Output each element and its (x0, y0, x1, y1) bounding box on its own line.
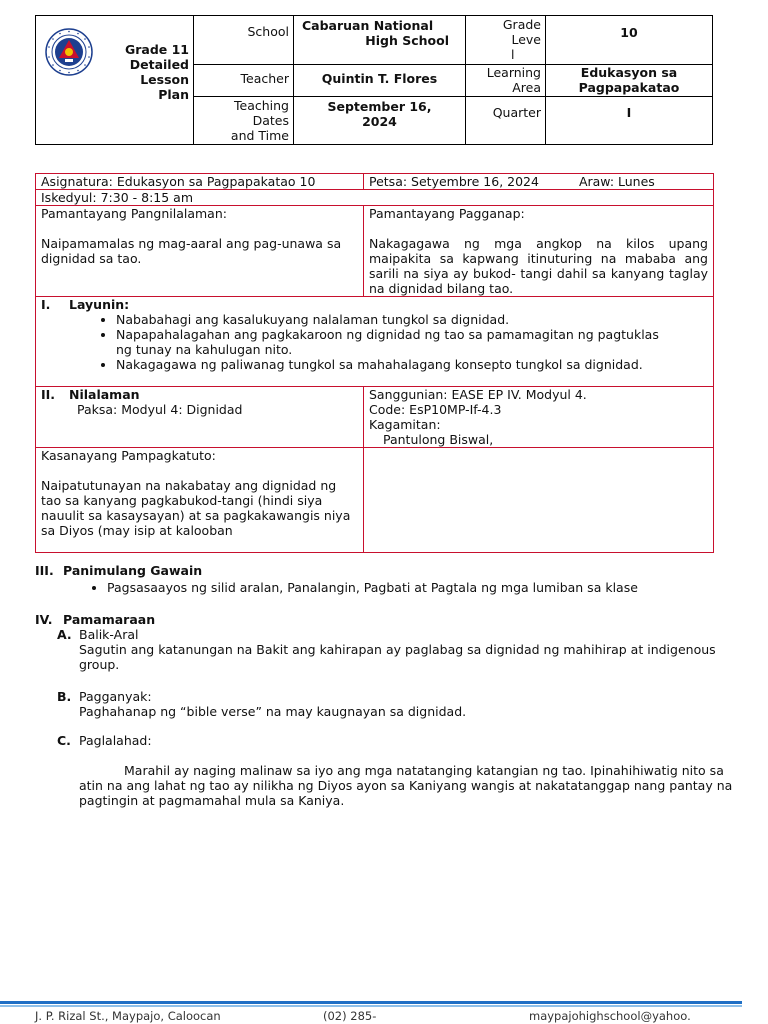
teacher-label: Teacher (194, 65, 294, 97)
section-number: I. (41, 297, 51, 312)
teaching-dates-label (194, 97, 294, 145)
paglalahad-block (35, 733, 745, 808)
school-label: School (194, 16, 294, 65)
panimula-label: Panimulang Gawain (63, 563, 203, 578)
kasanayan-text: Naipatutunayan na nakabatay ang dignidad ng tao sa kanyang pagkabukod-tangi (hindi siya nauulit sa kasaysayan) at sa pagkakawangis niya sa Diyos (may isip at kalooban (41, 478, 351, 538)
teaching-dates-value (294, 97, 466, 145)
header-table (35, 15, 713, 145)
grade-level-label (466, 16, 546, 65)
panimula-list (35, 580, 745, 595)
label-line: l (511, 47, 515, 62)
subsection-letter: A. (57, 627, 72, 642)
kasanayan-cell (36, 448, 364, 553)
list-item: • Pagsasaayos ng silid aralan, Panalangin, Pagbati at Pagtala ng mga lumiban sa klase (107, 580, 745, 595)
empty-cell (364, 448, 714, 553)
value-line: September 16, (327, 99, 432, 114)
pagganap-text: Nakagagawa ng mga angkop na kilos upang maipakita sa kapwang itinuturing na mababa ang sarili na siya ay bukod- tangi dahil sa kanyang taglay na dignidad bilang tao. (369, 236, 708, 296)
balik-aral-text: Sagutin ang katanungan na Bakit ang kahirapan ay paglabag sa dignidad ng mahihirap at indigenous group. (79, 642, 716, 672)
footer-address: J. P. Rizal St., Maypajo, Caloocan (35, 1009, 221, 1023)
pangnilalaman-text: Naipamamalas ng mag-aaral ang pag-unawa sa dignidad sa tao. (41, 236, 342, 266)
pagganap-cell (364, 206, 714, 297)
balik-aral-block (35, 627, 745, 672)
quarter-label: Quarter (466, 97, 546, 145)
pagganap-label: Pamantayang Pagganap: (369, 206, 525, 221)
petsa-text: Petsa: Setyembre 16, 2024 (369, 174, 539, 189)
label-line: and Time (230, 128, 289, 143)
label-line: Teaching (234, 98, 289, 113)
value-line: 2024 (362, 114, 397, 129)
teacher-value: Quintin T. Flores (294, 65, 466, 97)
subsection-letter: C. (57, 733, 71, 748)
nilalaman-cell (36, 387, 364, 448)
learning-area-value (546, 65, 713, 97)
pangnilalaman-label: Pamantayang Pangnilalaman: (41, 206, 227, 221)
pagganyak-title: Pagganyak: (79, 689, 152, 704)
title-line: Lesson Plan (140, 72, 189, 102)
label-line: Dates (252, 113, 289, 128)
panimula-section (35, 563, 745, 595)
value-line: Pagpapakatao (578, 80, 680, 95)
grade-level-value: 10 (546, 16, 713, 65)
subsection-letter: B. (57, 689, 72, 704)
araw-text: Araw: Lunes (578, 174, 655, 189)
lesson-plan-table (35, 173, 714, 553)
kagamitan-label: Kagamitan: (369, 417, 441, 432)
section-number: III. (35, 563, 54, 578)
code-text: Code: EsP10MP-If-4.3 (369, 402, 502, 417)
list-item: • Nababahagi ang kasalukuyang nalalaman tungkol sa dignidad. (116, 312, 708, 327)
layunin-label: Layunin: (69, 297, 130, 312)
pagganyak-text: Paghahanap ng “bible verse” na may kaugnayan sa dignidad. (79, 704, 467, 719)
school-value-line: Cabaruan National (302, 18, 434, 33)
label-line: Learning (486, 65, 541, 80)
section-number: II. (41, 387, 56, 402)
logo-cell (36, 16, 194, 145)
balik-aral-title: Balik-Aral (79, 627, 139, 642)
layunin-cell (36, 297, 714, 387)
kagamitan-item: Pantulong Biswal, (383, 432, 494, 447)
label-line: Leve (511, 32, 541, 47)
value-line: Edukasyon sa (580, 65, 678, 80)
layunin-list (41, 312, 708, 372)
pangnilalaman-cell (36, 206, 364, 297)
footer-rule (0, 1005, 742, 1007)
footer-phone: (02) 285- (323, 1009, 377, 1023)
petsa-cell (364, 174, 714, 190)
pagganyak-block (35, 689, 745, 719)
list-item: • Nakagagawa ng paliwanag tungkol sa mahahalagang konsepto tungkol sa dignidad. (116, 357, 708, 372)
title-line: Detailed (129, 57, 189, 72)
pamamaraan-label: Pamamaraan (63, 612, 156, 627)
school-value (294, 16, 466, 65)
learning-area-label (466, 65, 546, 97)
school-value-line: High School (365, 33, 449, 48)
paglalahad-title: Paglalahad: (79, 733, 152, 748)
section-number: IV. (35, 612, 53, 627)
paksa-text: Paksa: Modyul 4: Dignidad (77, 402, 243, 417)
footer-rule (0, 1001, 742, 1004)
list-item: • Napapahalagahan ang pagkakaroon ng dignidad ng tao sa pamamagitan ng pagtuklas ng tunay na kahulugan nito. (116, 327, 676, 357)
label-line: Area (512, 80, 541, 95)
footer-email: maypajohighschool@yahoo. (529, 1009, 691, 1023)
label-line: Grade (502, 17, 541, 32)
nilalaman-label: Nilalaman (69, 387, 140, 402)
asignatura-cell: Asignatura: Edukasyon sa Pagpapakatao 10 (36, 174, 364, 190)
sanggunian-cell (364, 387, 714, 448)
iskedyul-cell: Iskedyul: 7:30 - 8:15 am (36, 190, 714, 206)
quarter-value: I (546, 97, 713, 145)
title-line: Grade 11 (124, 42, 189, 57)
lesson-plan-title (106, 42, 189, 102)
paglalahad-text: Marahil ay naging malinaw sa iyo ang mga natatanging katangian ng tao. Ipinahihiwatig nito sa atin na ang lahat ng tao ay nilikha ng Diyos ayon sa Kaniyang wangis at nakatatanggap nang pantay na pagtingin at pagmamahal mula sa Kaniya. (79, 763, 733, 808)
deped-seal-icon (45, 28, 93, 76)
kasanayan-label: Kasanayang Pampagkatuto: (41, 448, 216, 463)
pamamaraan-section (35, 612, 745, 808)
sanggunian-text: Sanggunian: EASE EP IV. Modyul 4. (369, 387, 587, 402)
